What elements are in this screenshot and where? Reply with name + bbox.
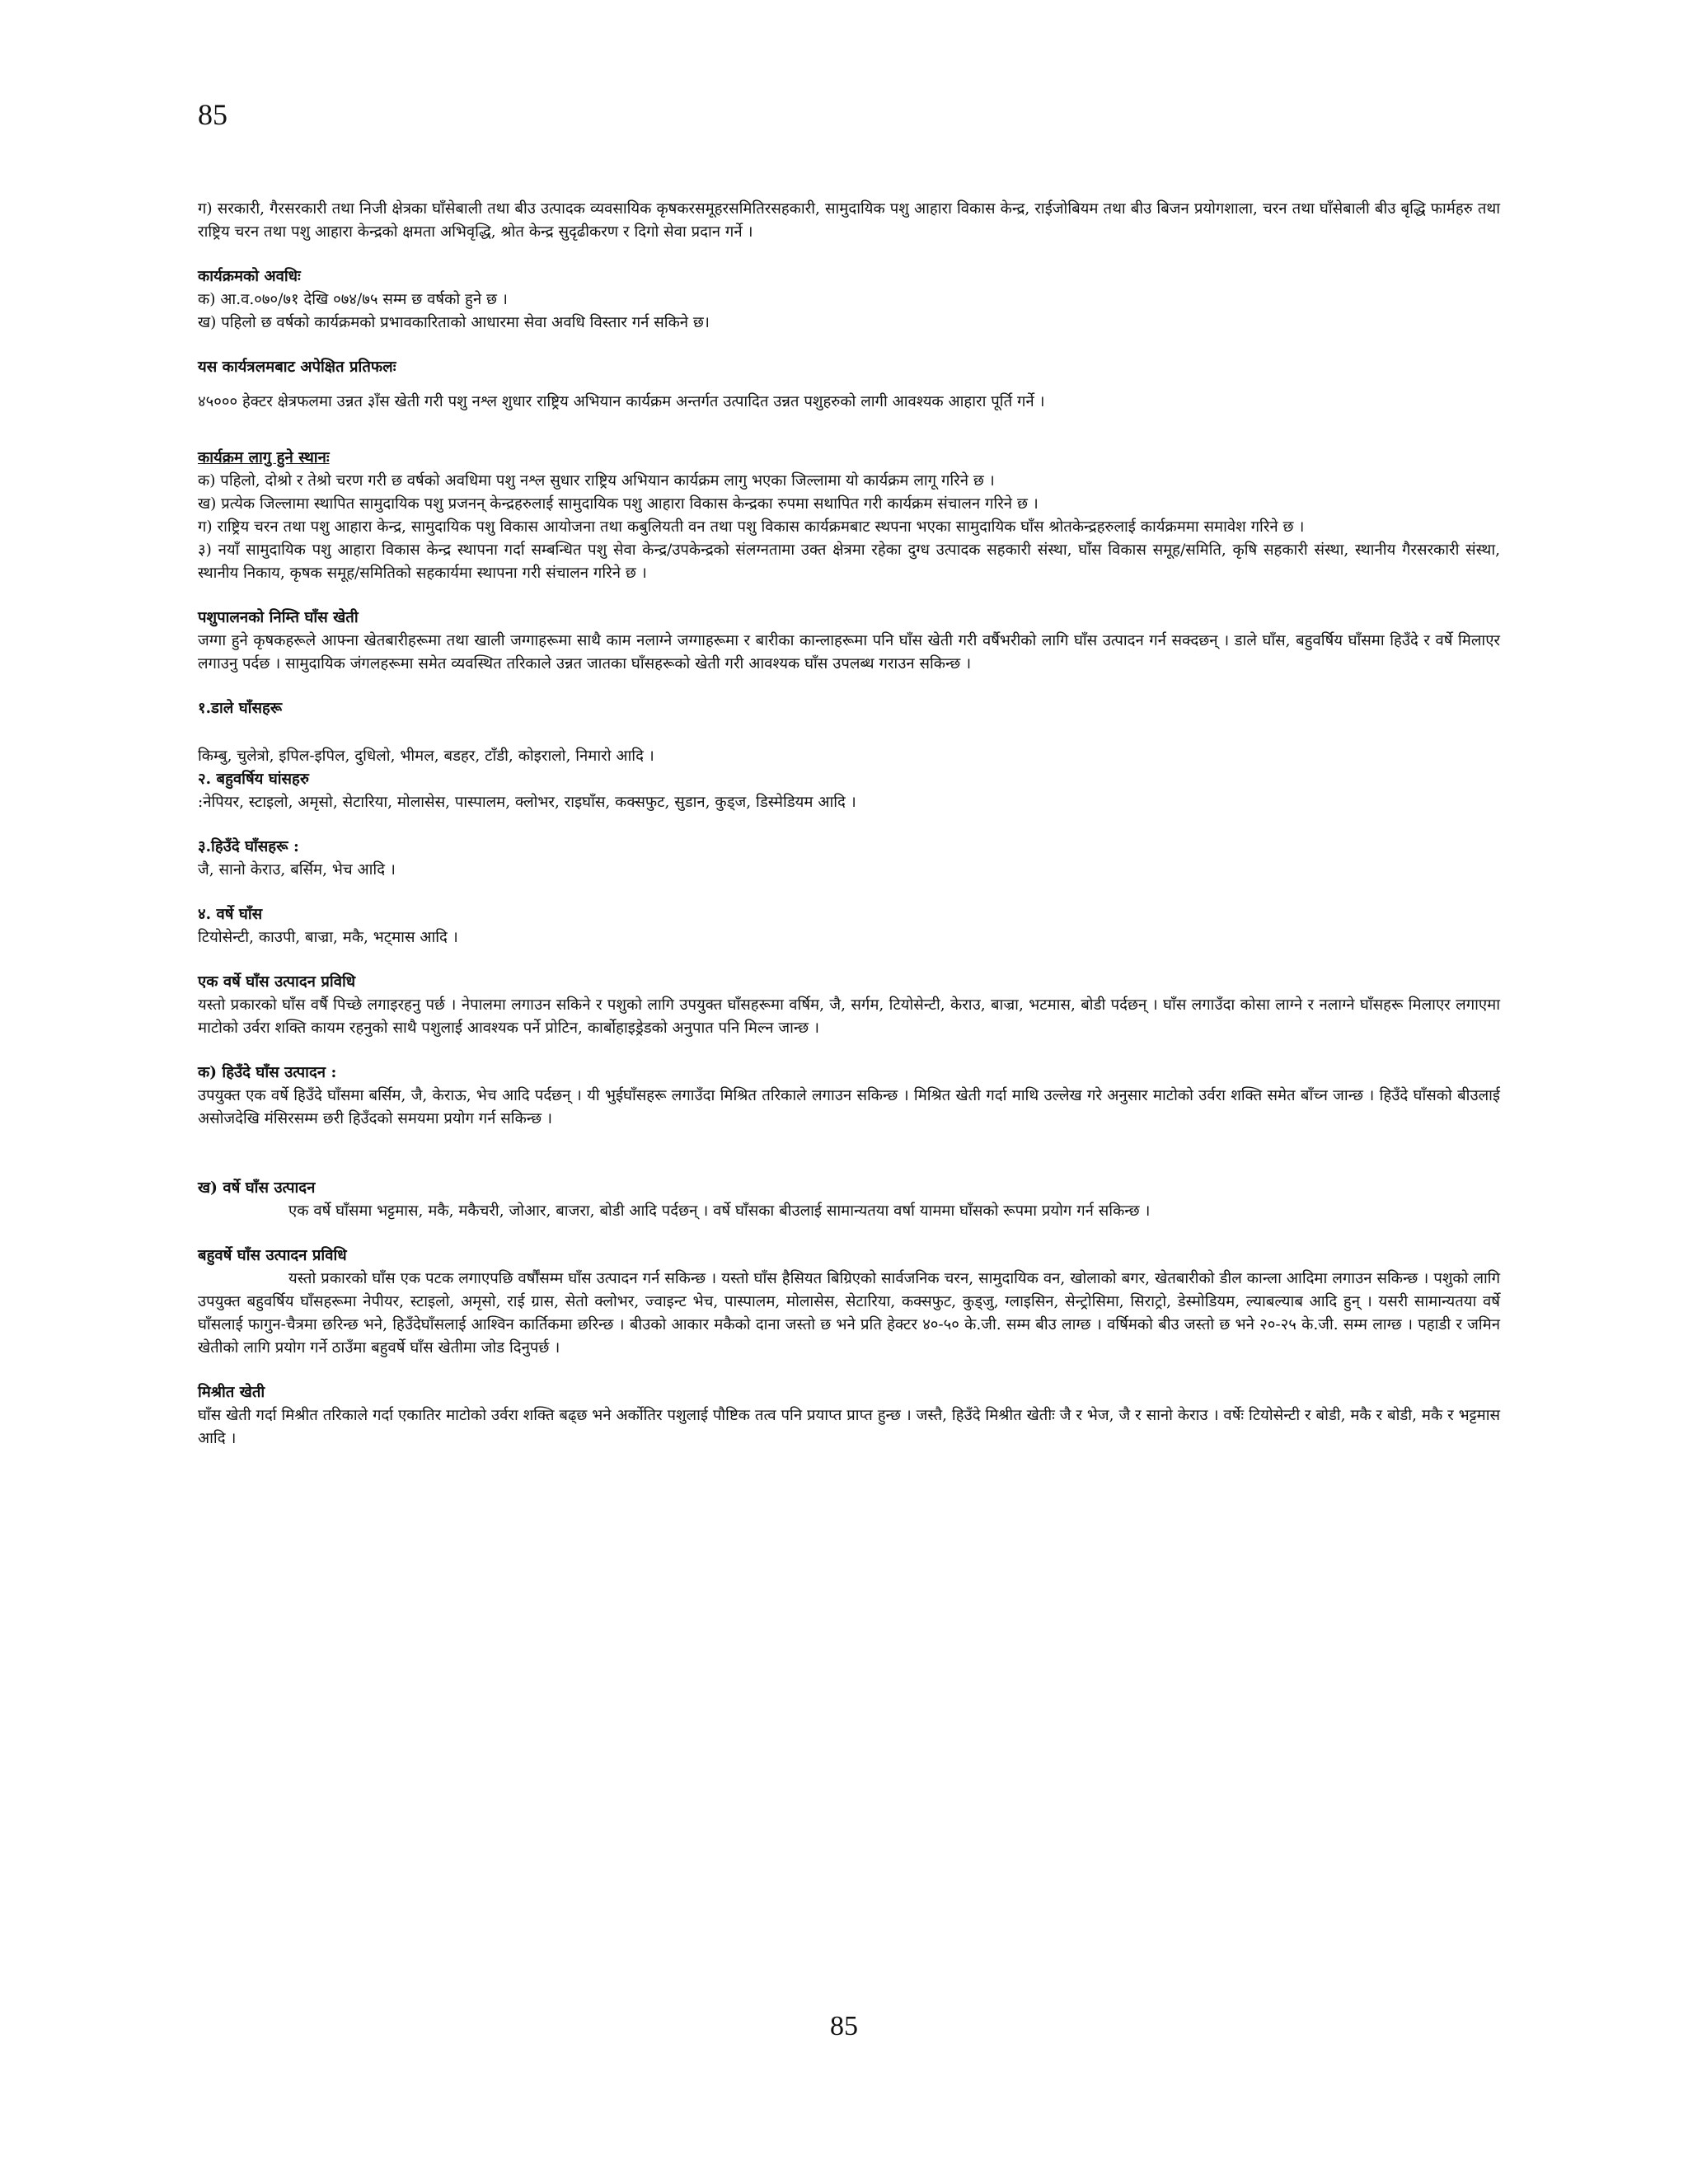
summer-heading: ४. वर्षे घाँस [198, 906, 263, 923]
summer-text: टियोसेन्टी, काउपी, बाज्रा, मकै, भट्मास आदि । [198, 929, 458, 946]
mixed-heading: मिश्रीत खेती [198, 1384, 265, 1401]
summer-prod-text: एक वर्षे घाँसमा भट्टमास, मकै, मकैचरी, जोआर, बाजरा, बोडी आदि पर्दछन् । वर्षे घाँसका बीउलाई सामान्यतया वर्षा याममा घाँसको रूपमा प्रयोग गर्न सकिन्छ । [288, 1202, 1151, 1220]
summer-prod-section [198, 1177, 1500, 1223]
perennial-prod-text: यस्तो प्रकारको घाँस एक पटक लगाएपछि वर्षौंसम्म घाँस उत्पादन गर्न सकिन्छ । यस्तो घाँस हैसियत बिग्रिएको सार्वजनिक चरन, सामुदायिक वन, खोलाको बगर, खेतबारीको डील कान्ला आदिमा लगाउन सकिन्छ । पशुको लागि उपयुक्त बहुवर्षिय घाँसहरूमा नेपीयर, स्टाइलो, अमृसो, राई ग्रास, सेतो क्लोभर, ज्वाइन्ट भेच, पास्पालम, मोलासेस, सेटारिया, कक्सफुट, कुड्जु, ग्लाइसिन, सेन्ट्रोसिमा, सिराट्रो, डेस्मोडियम, ल्याबल्याब आदि हुन् । यसरी सामान्यतया वर्षे घाँसलाई फागुन-चैत्रमा छरिन्छ भने, हिउँदेघाँसलाई आश्विन कार्तिकमा छरिन्छ । बीउको आकार मकैको दाना जस्तो छ भने प्रति हेक्टर ४०-५० के.जी. सम्म बीउ लाग्छ । वर्षिमको बीउ जस्तो छ भने २०-२५ के.जी. सम्म लाग्छ । पहाडी र जमिन खेतीको लागि प्रयोग गर्ने ठाउँमा बहुवर्षे घाँस खेतीमा जोड दिनुपर्छ । [198, 1270, 1500, 1357]
mixed-section [198, 1381, 1500, 1451]
winter-section [198, 836, 1500, 882]
perennial-heading: २. बहुवर्षिय घांसहरु [198, 771, 309, 788]
intro-paragraph: ग) सरकारी, गैरसरकारी तथा निजी क्षेत्रका घाँसेबाली तथा बीउ उत्पादक व्यवसायिक कृषकरसमूहरसमितिरसहकारी, सामुदायिक पशु आहारा विकास केन्द्र, राईजोबियम तथा बीउ बिजन प्रयोगशाला, चरन तथा घाँसेबाली बीउ बृद्धि फार्महरु तथा राष्ट्रिय चरन तथा पशु आहारा केन्द्रको क्षमता अभिवृद्धि, श्रोत केन्द्र सुदृढीकरण र दिगो सेवा प्रदान गर्ने । [198, 200, 1500, 241]
livestock-section [198, 607, 1500, 676]
location-section [198, 447, 1500, 585]
mixed-text: घाँस खेती गर्दा मिश्रीत तरिकाले गर्दा एकातिर माटोको उर्वरा शक्ति बढ्छ भने अर्कोतिर पशुलाई पौष्टिक तत्व पनि प्रयाप्त प्राप्त हुन्छ । जस्तै, हिउँदे मिश्रीत खेतीः जै र भेज, जै र सानो केराउ । वर्षेः टियोसेन्टी र बोडी, मकै र बोडी, मकै र भट्टमास आदि । [198, 1407, 1500, 1447]
page-number-bottom: 85 [830, 2011, 858, 2041]
location-item: ख) प्रत्येक जिल्लामा स्थापित सामुदायिक पशु प्रजनन् केन्द्रहरुलाई सामुदायिक पशु आहारा विकास केन्द्रका रुपमा सथापित गरी कार्यक्रम संचालन गरिने छ । [198, 495, 1039, 513]
duration-item: ख) पहिलो छ वर्षको कार्यक्रमको प्रभावकारिताको आधारमा सेवा अवधि विस्तार गर्न सकिने छ। [198, 314, 710, 331]
duration-heading: कार्यक्रमको अवधिः [198, 268, 301, 285]
location-item: ३) नयाँ सामुदायिक पशु आहारा विकास केन्द्र स्थापना गर्दा सम्बन्धित पशु सेवा केन्द्र/उपकेन्द्रको संलग्नतामा उक्त क्षेत्रमा रहेका दुग्ध उत्पादक सहकारी संस्था, घाँस विकास समूह/समिति, कृषि सहकारी संस्था, स्थानीय गैरसरकारी संस्था, स्थानीय निकाय, कृषक समूह/समितिको सहकार्यमा स्थापना गरी संचालन गरिने छ । [198, 541, 1500, 582]
fodder-tree-section [198, 697, 1500, 814]
outcome-section [198, 356, 1500, 414]
annual-section [198, 971, 1500, 1040]
document-body [198, 198, 1500, 1472]
location-heading: कार्यक्रम लागु हुने स्थानः [198, 449, 330, 466]
perennial-prod-section [198, 1244, 1500, 1360]
fodder-tree-heading: १.डाले घाँसहरू [198, 700, 283, 717]
perennial-text: :नेपियर, स्टाइलो, अमृसो, सेटारिया, मोलासेस, पास्पालम, क्लोभर, राइघाँस, कक्सफुट, सुडान, कुड्ज, डिस्मेडियम आदि । [198, 794, 856, 811]
outcome-heading: यस कार्यत्रलमबाट अपेक्षित प्रतिफलः [198, 359, 396, 376]
winter-text: जै, सानो केराउ, बर्सिम, भेच आदि । [198, 861, 396, 879]
winter-heading: ३.हिउँदे घाँसहरू : [198, 838, 299, 855]
location-item: ग) राष्ट्रिय चरन तथा पशु आहारा केन्द्र, सामुदायिक पशु विकास आयोजना तथा कबुलियती वन तथा पशु विकास कार्यक्रमबाट स्थपना भएका सामुदायिक घाँस श्रोतकेन्द्रहरुलाई कार्यक्रममा समावेश गरिने छ । [198, 518, 1305, 536]
annual-heading: एक वर्षे घाँस उत्पादन प्रविधि [198, 973, 356, 991]
duration-section [198, 265, 1500, 335]
duration-item: क) आ.व.०७०/७१ देखि ०७४/७५ सम्म छ वर्षको हुने छ । [198, 291, 508, 308]
summer-section [198, 903, 1500, 949]
livestock-text: जग्गा हुने कृषकहरूले आफ्ना खेतबारीहरूमा तथा खाली जग्गाहरूमा साथै काम नलाग्ने जग्गाहरूमा र बारीका कान्लाहरूमा पनि घाँस खेती गरी वर्षैभरीको लागि घाँस उत्पादन गर्न सक्दछन् । डाले घाँस, बहुवर्षिय घाँसमा हिउँदे र वर्षे मिलाएर लगाउनु पर्दछ । सामुदायिक जंगलहरूमा समेत व्यवस्थित तरिकाले उन्नत जातका घाँसहरूको खेती गरी आवश्यक घाँस उपलब्ध गराउन सकिन्छ । [198, 632, 1500, 673]
winter-prod-heading: क) हिउँदे घाँस उत्पादन : [198, 1064, 337, 1081]
winter-prod-section [198, 1062, 1500, 1131]
winter-prod-text: उपयुक्त एक वर्षे हिउँदे घाँसमा बर्सिम, जै, केराऊ, भेच आदि पर्दछन् । यी भुईघाँसहरू लगाउँदा मिश्रित तरिकाले लगाउन सकिन्छ । मिश्रित खेती गर्दा माथि उल्लेख गरे अनुसार माटोको उर्वरा शक्ति समेत बाँच्न जान्छ । हिउँदे घाँसको बीउलाई असोजदेखि मंसिरसम्म छरी हिउँदको समयमा प्रयोग गर्न सकिन्छ । [198, 1087, 1500, 1127]
perennial-prod-heading: बहुवर्षे घाँस उत्पादन प्रविधि [198, 1247, 347, 1264]
summer-prod-heading: ख) वर्षे घाँस उत्पादन [198, 1179, 316, 1197]
page-number-top: 85 [198, 98, 227, 131]
outcome-text: ४५००० हेक्टर क्षेत्रफलमा उन्नत ३ाँस खेती गरी पशु नश्ल शुधार राष्ट्रिय अभियान कार्यक्रम अन्तर्गत उत्पादित उन्नत पशुहरुको लागी आवश्यक आहारा पूर्ति गर्ने । [198, 393, 1045, 410]
annual-text: यस्तो प्रकारको घाँस वर्षै पिच्छे लगाइरहनु पर्छ । नेपालमा लगाउन सकिने र पशुको लागि उपयुक्त घाँसहरूमा वर्षिम, जै, सर्गम, टियोसेन्टी, केराउ, बाज्रा, भटमास, बोडी पर्दछन् । घाँस लगाउँदा कोसा लाग्ने र नलाग्ने घाँसहरू मिलाएर लगाएमा माटोको उर्वरा शक्ति कायम रहनुको साथै पशुलाई आवश्यक पर्ने प्रोटिन, कार्बोहाइड्रेडको अनुपात पनि मिल्न जान्छ । [198, 996, 1500, 1037]
fodder-tree-text: किम्बु, चुलेत्रो, इपिल-इपिल, दुधिलो, भीमल, बडहर, टाँडी, कोइरालो, निमारो आदि । [198, 748, 654, 765]
location-item: क) पहिलो, दोश्रो र तेश्रो चरण गरी छ वर्षको अवधिमा पशु नश्ल सुधार राष्ट्रिय अभियान कार्यक्रम लागु भएका जिल्लामा यो कार्यक्रम लागू गरिने छ । [198, 472, 995, 490]
livestock-heading: पशुपालनको निम्ति घाँस खेती [198, 609, 359, 626]
